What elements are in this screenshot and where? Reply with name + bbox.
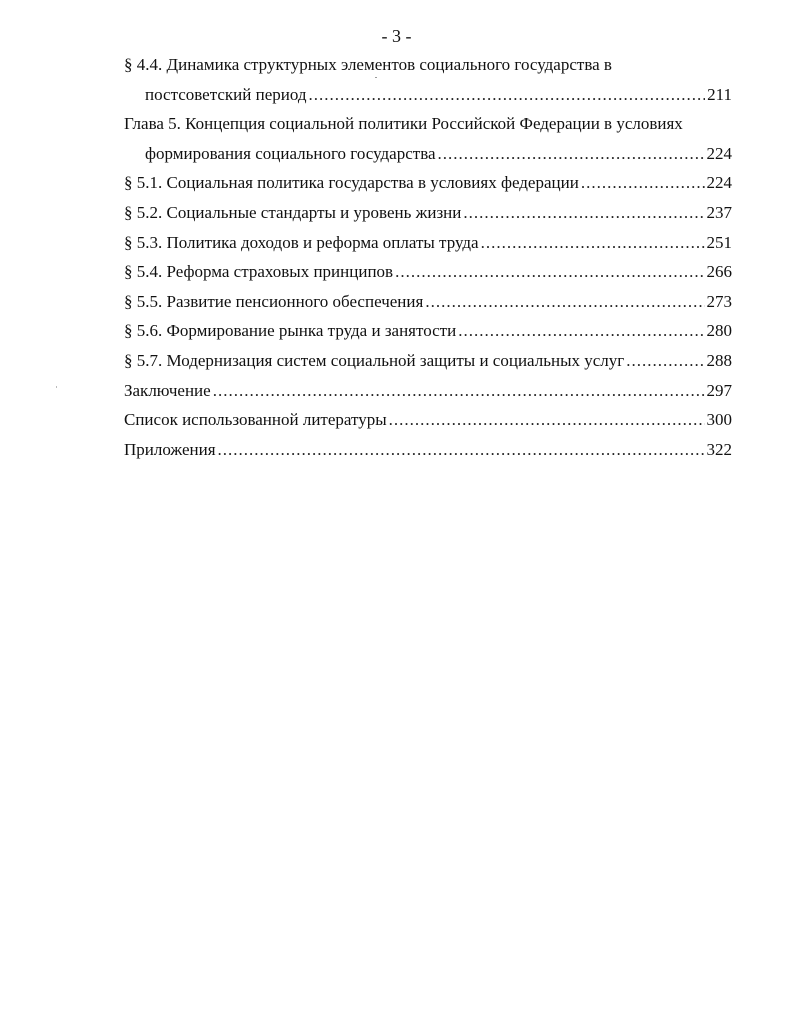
toc-entry-line <box>124 198 732 228</box>
toc-entry-title: Приложения <box>124 439 216 459</box>
toc-entry-page: 273 <box>706 291 732 311</box>
toc-entry-5-4 <box>124 257 732 287</box>
toc-entry-title: § 5.4. Реформа страховых принципов <box>124 262 394 282</box>
toc-entry-5-5 <box>124 287 732 317</box>
toc-entry-title: § 5.6. Формирование рынка труда и занятости <box>124 321 457 341</box>
table-of-contents <box>124 50 732 464</box>
toc-entry-title: Заключение <box>124 380 211 400</box>
toc-entry-title: § 5.1. Социальная политика государства в условиях федерации <box>124 173 579 193</box>
page-number: - 3 - <box>381 26 412 46</box>
toc-entry-title-continued: формирования социального государства <box>145 143 436 163</box>
toc-entry-line <box>124 287 732 317</box>
toc-entry-chapter-5 <box>124 109 732 168</box>
toc-entry-page: 224 <box>706 173 732 193</box>
toc-entry-line <box>124 139 732 169</box>
dot-leader <box>218 435 705 465</box>
toc-entry-line <box>124 228 732 258</box>
toc-entry-line <box>124 316 732 346</box>
toc-entry-page: 237 <box>706 202 732 222</box>
dot-leader <box>581 168 705 198</box>
toc-entry-title: § 5.5. Развитие пенсионного обеспечения <box>124 291 424 311</box>
dot-leader <box>389 405 705 435</box>
toc-entry-title: § 4.4. Динамика структурных элементов социального государства в <box>124 55 612 74</box>
toc-entry-4-4 <box>124 50 732 109</box>
toc-entry-title: § 5.2. Социальные стандарты и уровень жизни <box>124 202 462 222</box>
toc-entry-line <box>124 435 732 465</box>
toc-entry-line <box>124 50 732 80</box>
toc-entry-page: 280 <box>706 321 732 341</box>
dot-leader <box>626 346 704 376</box>
toc-entry-5-7 <box>124 346 732 376</box>
toc-entry-page: 297 <box>706 380 732 400</box>
toc-entry-page: 288 <box>706 350 732 370</box>
dot-leader <box>425 287 704 317</box>
toc-entry-title: Список использованной литературы <box>124 410 387 430</box>
toc-entry-line <box>124 109 732 139</box>
toc-entry-conclusion <box>124 376 732 406</box>
toc-entry-line <box>124 405 732 435</box>
dot-leader <box>309 80 706 110</box>
toc-entry-line <box>124 346 732 376</box>
toc-entry-title: § 5.7. Модернизация систем социальной защиты и социальных услуг <box>124 350 625 370</box>
toc-entry-title-continued: постсоветский период <box>145 84 307 104</box>
toc-entry-title: Глава 5. Концепция социальной политики Российской Федерации в условиях <box>124 114 683 134</box>
toc-entry-line <box>124 257 732 287</box>
dot-leader <box>213 376 705 406</box>
toc-entry-page: 300 <box>706 410 732 430</box>
toc-entry-appendices <box>124 435 732 465</box>
toc-entry-5-6 <box>124 316 732 346</box>
toc-entry-line <box>124 80 732 110</box>
dot-leader <box>458 316 704 346</box>
toc-entry-5-3 <box>124 228 732 258</box>
toc-entry-page: 266 <box>706 262 732 282</box>
dot-leader <box>438 139 705 169</box>
toc-entry-line <box>124 168 732 198</box>
toc-entry-page: 211 <box>707 84 732 104</box>
toc-entry-page: 224 <box>706 143 732 163</box>
dot-leader <box>395 257 704 287</box>
toc-entry-page: 322 <box>706 439 732 459</box>
toc-entry-5-2 <box>124 198 732 228</box>
toc-entry-title: § 5.3. Политика доходов и реформа оплаты труда <box>124 232 479 252</box>
dot-leader <box>463 198 704 228</box>
toc-entry-page: 251 <box>706 232 732 252</box>
toc-entry-references <box>124 405 732 435</box>
scan-speck <box>56 386 57 388</box>
dot-leader <box>481 228 705 258</box>
toc-entry-5-1 <box>124 168 732 198</box>
toc-entry-line <box>124 376 732 406</box>
